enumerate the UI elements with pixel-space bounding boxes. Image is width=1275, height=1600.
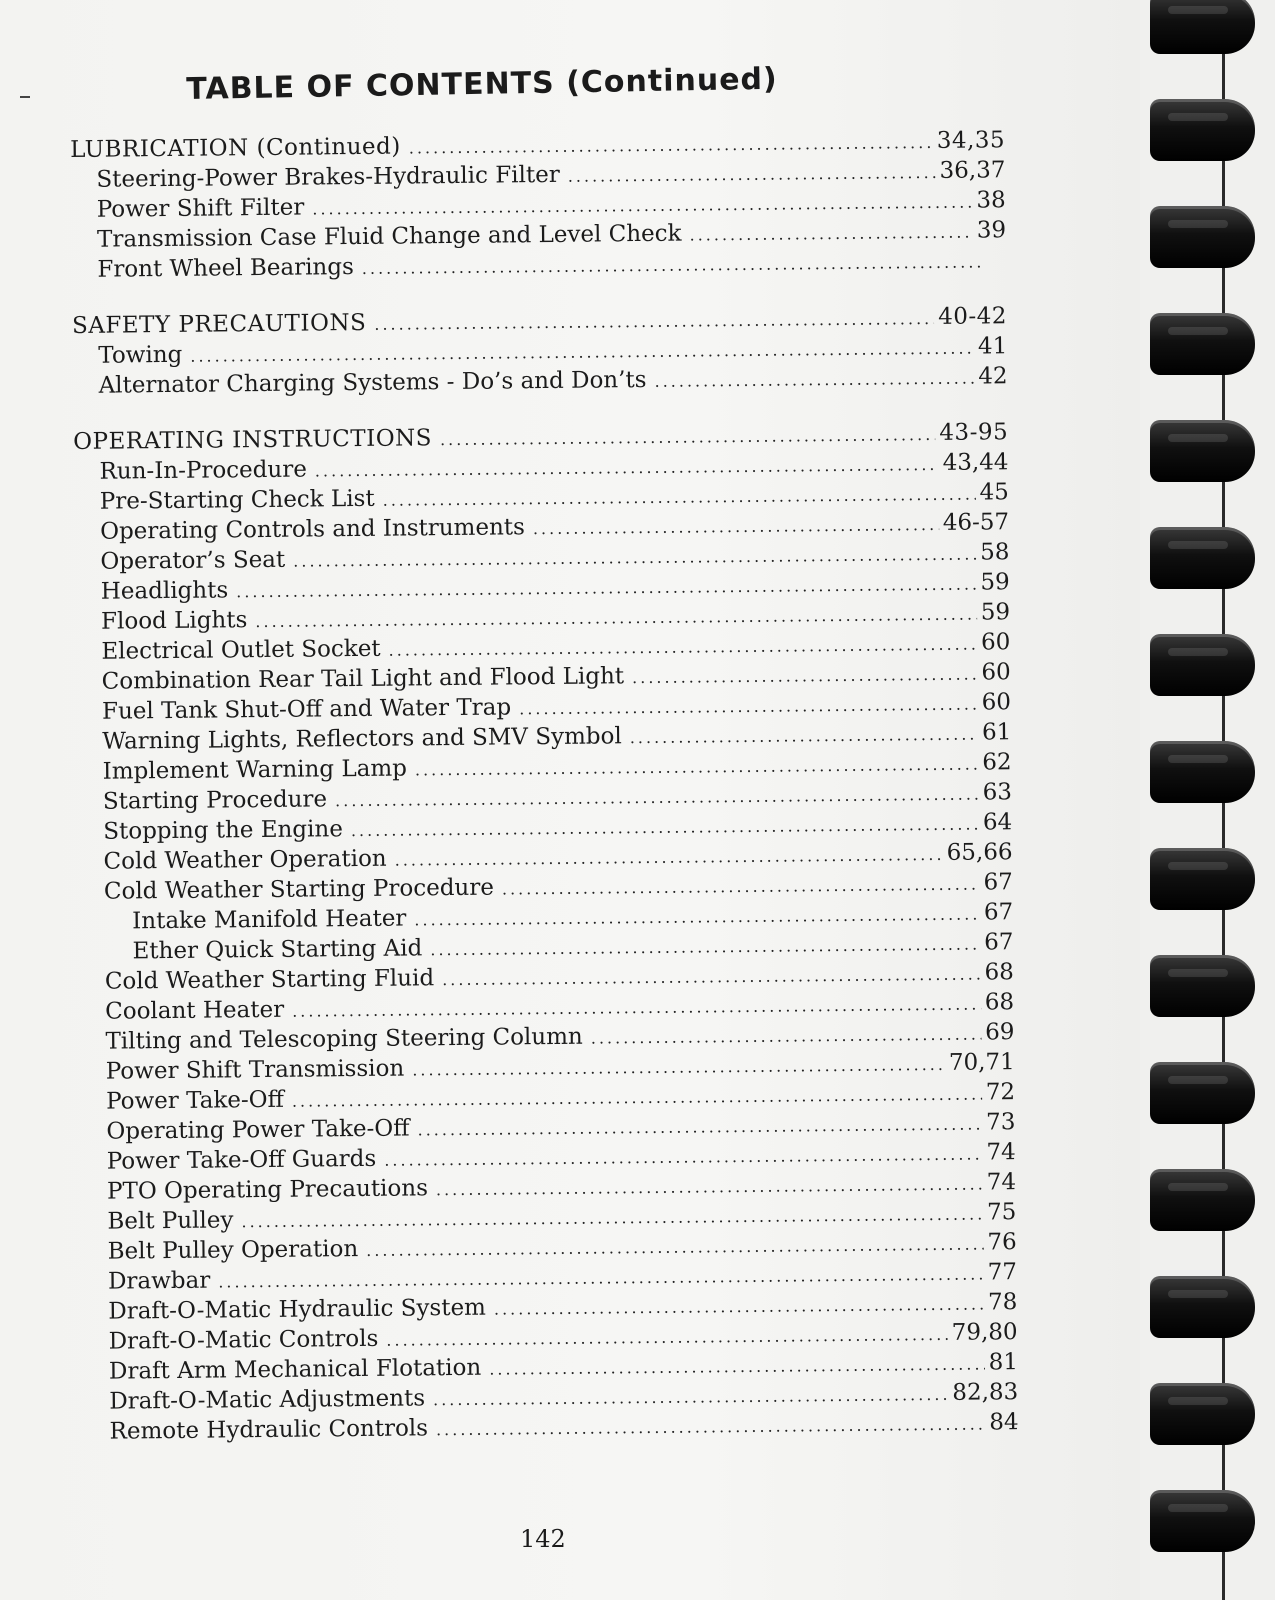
toc-page-number: 82,83: [952, 1379, 1019, 1406]
toc-entry-label: Flood Lights: [100, 607, 248, 635]
toc-page-number: 41: [977, 333, 1008, 360]
toc-page-number: 40-42: [938, 303, 1008, 330]
toc-entry-label: Ether Quick Starting Aid: [132, 935, 423, 965]
toc-entry-label: Operator’s Seat: [100, 546, 286, 575]
toc-entry-label: Cold Weather Starting Fluid: [104, 965, 435, 995]
toc-entry-label: Power Shift Transmission: [105, 1055, 405, 1085]
toc-page-number: 64: [982, 809, 1013, 836]
leader-dots: [591, 1020, 982, 1054]
binding-coil: [1150, 0, 1255, 54]
binding-coil: [1150, 741, 1255, 803]
leader-dots: [654, 364, 974, 397]
page-title: TABLE OF CONTENTS (Continued): [186, 61, 779, 107]
toc-page-number: 67: [984, 929, 1014, 956]
toc-page-number: 60: [981, 659, 1011, 686]
toc-page-number: 60: [981, 689, 1012, 716]
toc-entry-label: Operating Controls and Instruments: [100, 514, 526, 545]
toc-page-number: 43,44: [942, 449, 1009, 476]
toc-page-number: 34,35: [936, 127, 1006, 154]
toc-entry-label: Cold Weather Starting Procedure: [103, 874, 495, 905]
toc-entry-label: Draft Arm Mechanical Flotation: [108, 1354, 482, 1385]
toc-page-number: 62: [982, 749, 1012, 776]
toc-entry-label: Stopping the Engine: [103, 816, 344, 845]
toc-entry-label: Run-In-Procedure: [99, 456, 307, 485]
leader-dots: [689, 218, 973, 251]
binding-coil: [1150, 99, 1255, 161]
toc-entry-label: Power Take-Off Guards: [106, 1145, 377, 1175]
toc-entry-label: Draft-O-Matic Hydraulic System: [108, 1294, 487, 1325]
toc-entry-label: Draft-O-Matic Adjustments: [109, 1385, 426, 1415]
toc-entry-label: Warning Lights, Reflectors and SMV Symbol: [102, 723, 622, 755]
toc-entry-label: Pre-Starting Check List: [99, 485, 375, 515]
leader-dots: [632, 660, 978, 694]
toc-entry-label: Electrical Outlet Socket: [101, 635, 381, 665]
toc-page-number: 70,71: [948, 1049, 1015, 1076]
binding-coil: [1150, 1490, 1255, 1552]
binding-coil: [1150, 313, 1255, 375]
leader-dots: [533, 510, 939, 544]
toc-entry-label: LUBRICATION (Continued): [70, 133, 401, 163]
toc-page-number: 59: [980, 599, 1011, 626]
toc-page-number: 60: [980, 629, 1011, 656]
toc-page-number: 74: [986, 1169, 1017, 1196]
toc-page-number: 67: [983, 899, 1014, 926]
binding-coil: [1150, 1169, 1255, 1231]
toc-page-number: 74: [986, 1139, 1016, 1166]
toc-page-number: 76: [987, 1229, 1017, 1256]
toc-page-number: 59: [980, 569, 1010, 596]
toc-entry-label: Headlights: [100, 577, 229, 605]
toc-entry-label: Power Shift Filter: [96, 194, 305, 223]
toc-entry-label: Belt Pulley Operation: [107, 1236, 359, 1265]
toc-entry-label: Front Wheel Bearings: [97, 254, 354, 283]
toc-entry-label: Intake Manifold Heater: [132, 905, 407, 935]
binding-coil: [1150, 1276, 1255, 1338]
binding-coil: [1150, 206, 1255, 268]
toc-entry-label: PTO Operating Precautions: [106, 1175, 429, 1205]
toc-entry-label: Remote Hydraulic Controls: [109, 1415, 429, 1445]
toc-page-number: 45: [979, 479, 1009, 506]
toc-page-number: 77: [987, 1259, 1018, 1286]
leader-dots: [436, 1409, 986, 1445]
toc-entry-label: Transmission Case Fluid Change and Level Check: [96, 220, 682, 253]
toc-entry-label: Alternator Charging Systems - Do’s and Don’ts: [98, 366, 647, 399]
table-of-contents: [70, 125, 1019, 1447]
toc-entry-label: Power Take-Off: [105, 1086, 285, 1115]
toc-page-number: 75: [986, 1199, 1017, 1226]
toc-page-number: 84: [989, 1409, 1019, 1436]
toc-page-number: 72: [985, 1079, 1016, 1106]
toc-entry-label: Cold Weather Operation: [103, 845, 387, 875]
binding-coil: [1150, 955, 1255, 1017]
toc-page-number: 43-95: [939, 419, 1009, 446]
toc-entry-label: Belt Pulley: [107, 1207, 234, 1235]
toc-page-number: 68: [984, 959, 1014, 986]
leader-dots: [519, 690, 978, 725]
toc-entry-label: SAFETY PRECAUTIONS: [71, 309, 367, 339]
leader-dots: [568, 158, 936, 192]
toc-entry-label: Towing: [98, 341, 183, 369]
toc-entry-label: OPERATING INSTRUCTIONS: [73, 425, 433, 455]
binding-coil: [1150, 848, 1255, 910]
toc-page-number: 42: [978, 363, 1008, 390]
toc-page-number: 46-57: [942, 509, 1010, 536]
toc-entry-label: Combination Rear Tail Light and Flood Light: [101, 663, 625, 695]
toc-entry-label: Operating Power Take-Off: [106, 1115, 410, 1145]
toc-page-number: 79,80: [951, 1319, 1018, 1346]
toc-page-number: 67: [983, 869, 1014, 896]
toc-page-number: 65,66: [946, 839, 1013, 866]
binding-coil: [1150, 527, 1255, 589]
toc-page-number: 39: [976, 217, 1007, 244]
toc-entry-label: Fuel Tank Shut-Off and Water Trap: [101, 694, 512, 725]
toc-page-number: 73: [985, 1109, 1016, 1136]
toc-page-number: 68: [984, 989, 1015, 1016]
toc-page-number: 38: [976, 187, 1006, 214]
toc-entry-label: Coolant Heater: [105, 996, 285, 1025]
toc-entry-label: Implement Warning Lamp: [102, 755, 408, 785]
toc-entry-label: Draft-O-Matic Controls: [108, 1325, 379, 1355]
binding-coil: [1150, 634, 1255, 696]
toc-page-number: 63: [982, 779, 1013, 806]
binding-coil: [1150, 1062, 1255, 1124]
toc-entry-label: Steering-Power Brakes-Hydraulic Filter: [96, 161, 560, 193]
toc-page-number: 69: [985, 1019, 1015, 1046]
leader-dots: [630, 720, 979, 754]
toc-page-number: 61: [981, 719, 1012, 746]
margin-mark: [20, 96, 30, 98]
toc-page-number: 78: [987, 1289, 1018, 1316]
toc-entry-label: Starting Procedure: [102, 786, 328, 815]
toc-entry-label: Drawbar: [107, 1267, 211, 1295]
page-number: 142: [520, 1525, 566, 1553]
binding-coil: [1150, 1383, 1255, 1445]
toc-page-number: 58: [980, 539, 1010, 566]
binding-coil: [1150, 420, 1255, 482]
toc-entry-label: Tilting and Telescoping Steering Column: [105, 1023, 583, 1055]
toc-page-number: 36,37: [939, 157, 1006, 184]
toc-page-number: 81: [988, 1349, 1019, 1376]
